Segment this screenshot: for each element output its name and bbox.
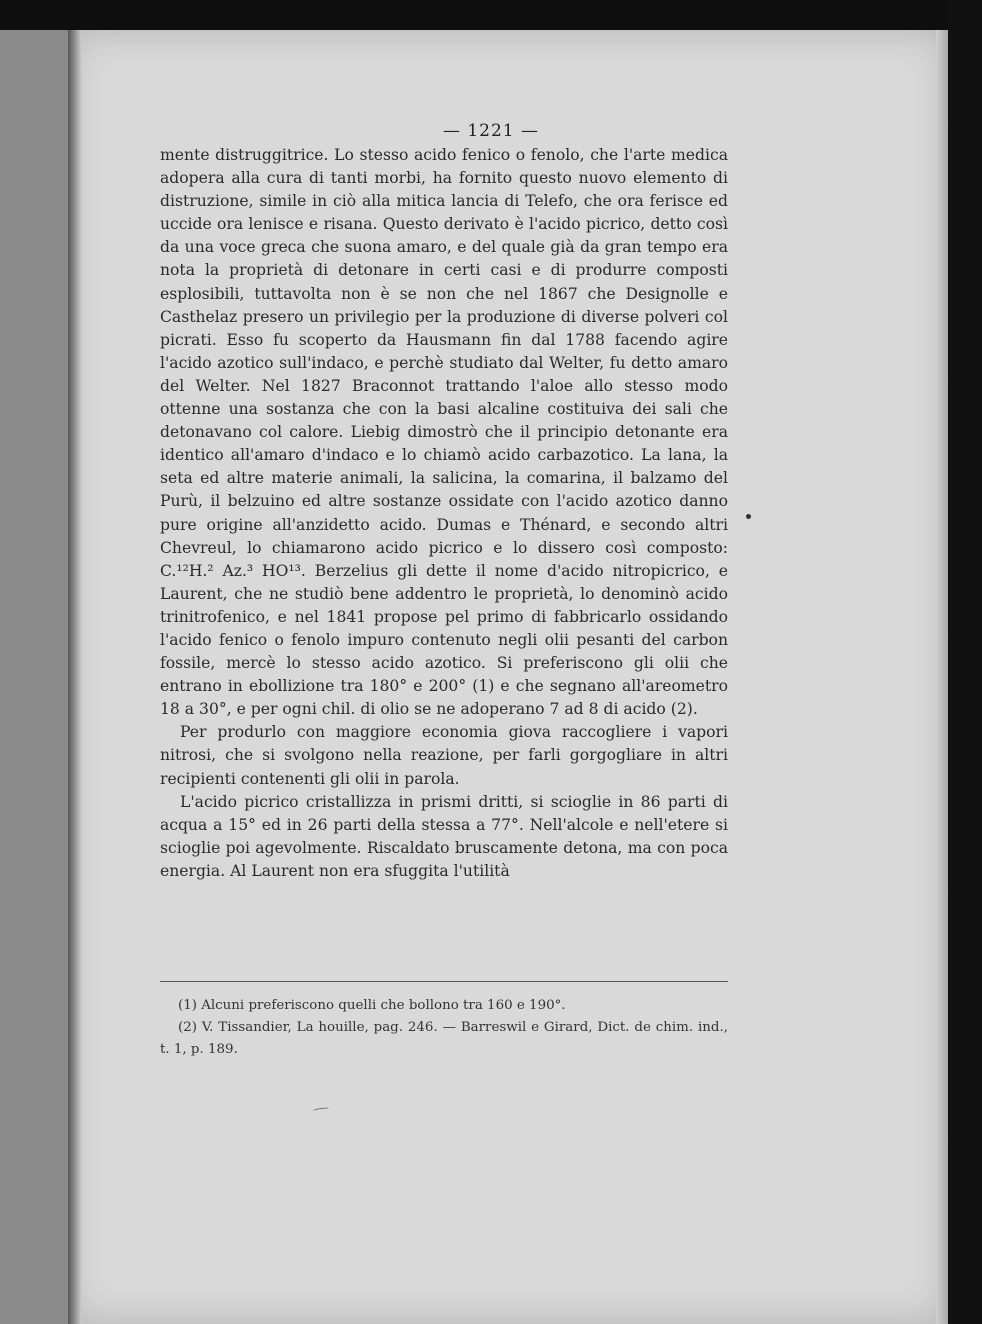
page-right-edge bbox=[936, 30, 948, 1324]
paragraph-2: Per produrlo con maggiore economia giova raccogliere i vapori nitrosi, che si svolgono nella reazione, per farli gorgogliare in altri recipienti contenenti gli olii in parola. bbox=[160, 723, 728, 788]
page-number-header: — 1221 — bbox=[442, 121, 540, 141]
page-gutter bbox=[68, 30, 82, 1324]
page-body-text bbox=[160, 144, 728, 883]
scan-left-border bbox=[0, 30, 68, 1324]
scan-right-border bbox=[948, 0, 982, 1324]
footnote-2: (2) V. Tissandier, La houille, pag. 246. — Barreswil e Girard, Dict. de chim. ind., t. 1, p. 189. bbox=[160, 1020, 728, 1057]
margin-speck bbox=[746, 514, 751, 519]
footnote-separator bbox=[160, 981, 728, 982]
paragraph-1: mente distruggitrice. Lo stesso acido fenico o fenolo, che l'arte medica adopera alla cura di tanti morbi, ha fornito questo nuovo elemento di distruzione, simile in ciò alla mitica lancia di Telefo, che ora ferisce ed uccide ora lenisce e risana. Questo derivato è l'acido picrico, detto così da una voce greca che suona amaro, e del quale già da gran tempo era nota la proprietà di detonare in certi casi e di produrre composti esplosibili, tuttavolta non è se non che nel 1867 che Designolle e Casthelaz presero un privilegio per la produzione di diverse polveri col picrati. Esso fu scoperto da Hausmann fin dal 1788 facendo agire l'acido azotico sull'indaco, e perchè studiato dal Welter, fu detto amaro del Welter. Nel 1827 Braconnot trattando l'aloe allo stesso modo ottenne una sostanza che con la basi alcaline costituiva dei sali che detonavano col calore. Liebig dimostrò che il principio detonante era identico all'amaro d'indaco e lo chiamò acido carbazotico. La lana, la seta ed altre materie animali, la salicina, la comarina, il balzamo del Purù, il belzuino ed altre sostanze ossidate con l'acido azotico danno pure origine all'anzidetto acido. Dumas e Thénard, e secondo altri Chevreul, lo chiamarono acido picrico e lo dissero così composto: C.¹²H.² Az.³ HO¹³. Berzelius gli dette il nome d'acido nitropicrico, e Laurent, che ne studiò bene addentro le proprietà, lo denominò acido trinitrofenico, e nel 1841 propose pel primo di fabbricarlo ossidando l'acido fenico o fenolo impuro contenuto negli olii pesanti del carbon fossile, mercè lo stesso acido azotico. Si preferiscono gli olii che entrano in ebollizione tra 180° e 200° (1) e che segnano all'areometro 18 a 30°, e per ogni chil. di olio se ne adoperano 7 ad 8 di acido (2). bbox=[160, 146, 728, 719]
scan-top-border bbox=[0, 0, 948, 30]
paragraph-3: L'acido picrico cristallizza in prismi dritti, si scioglie in 86 parti di acqua a 15° ed in 26 parti della stessa a 77°. Nell'alcole e nell'etere si scioglie poi agevolmente. Riscaldato bruscamente detona, ma con poca energia. Al Laurent non era sfuggita l'utilità bbox=[160, 792, 728, 880]
footnotes bbox=[160, 995, 728, 1061]
footnote-1: (1) Alcuni preferiscono quelli che bollono tra 160 e 190°. bbox=[178, 998, 566, 1013]
